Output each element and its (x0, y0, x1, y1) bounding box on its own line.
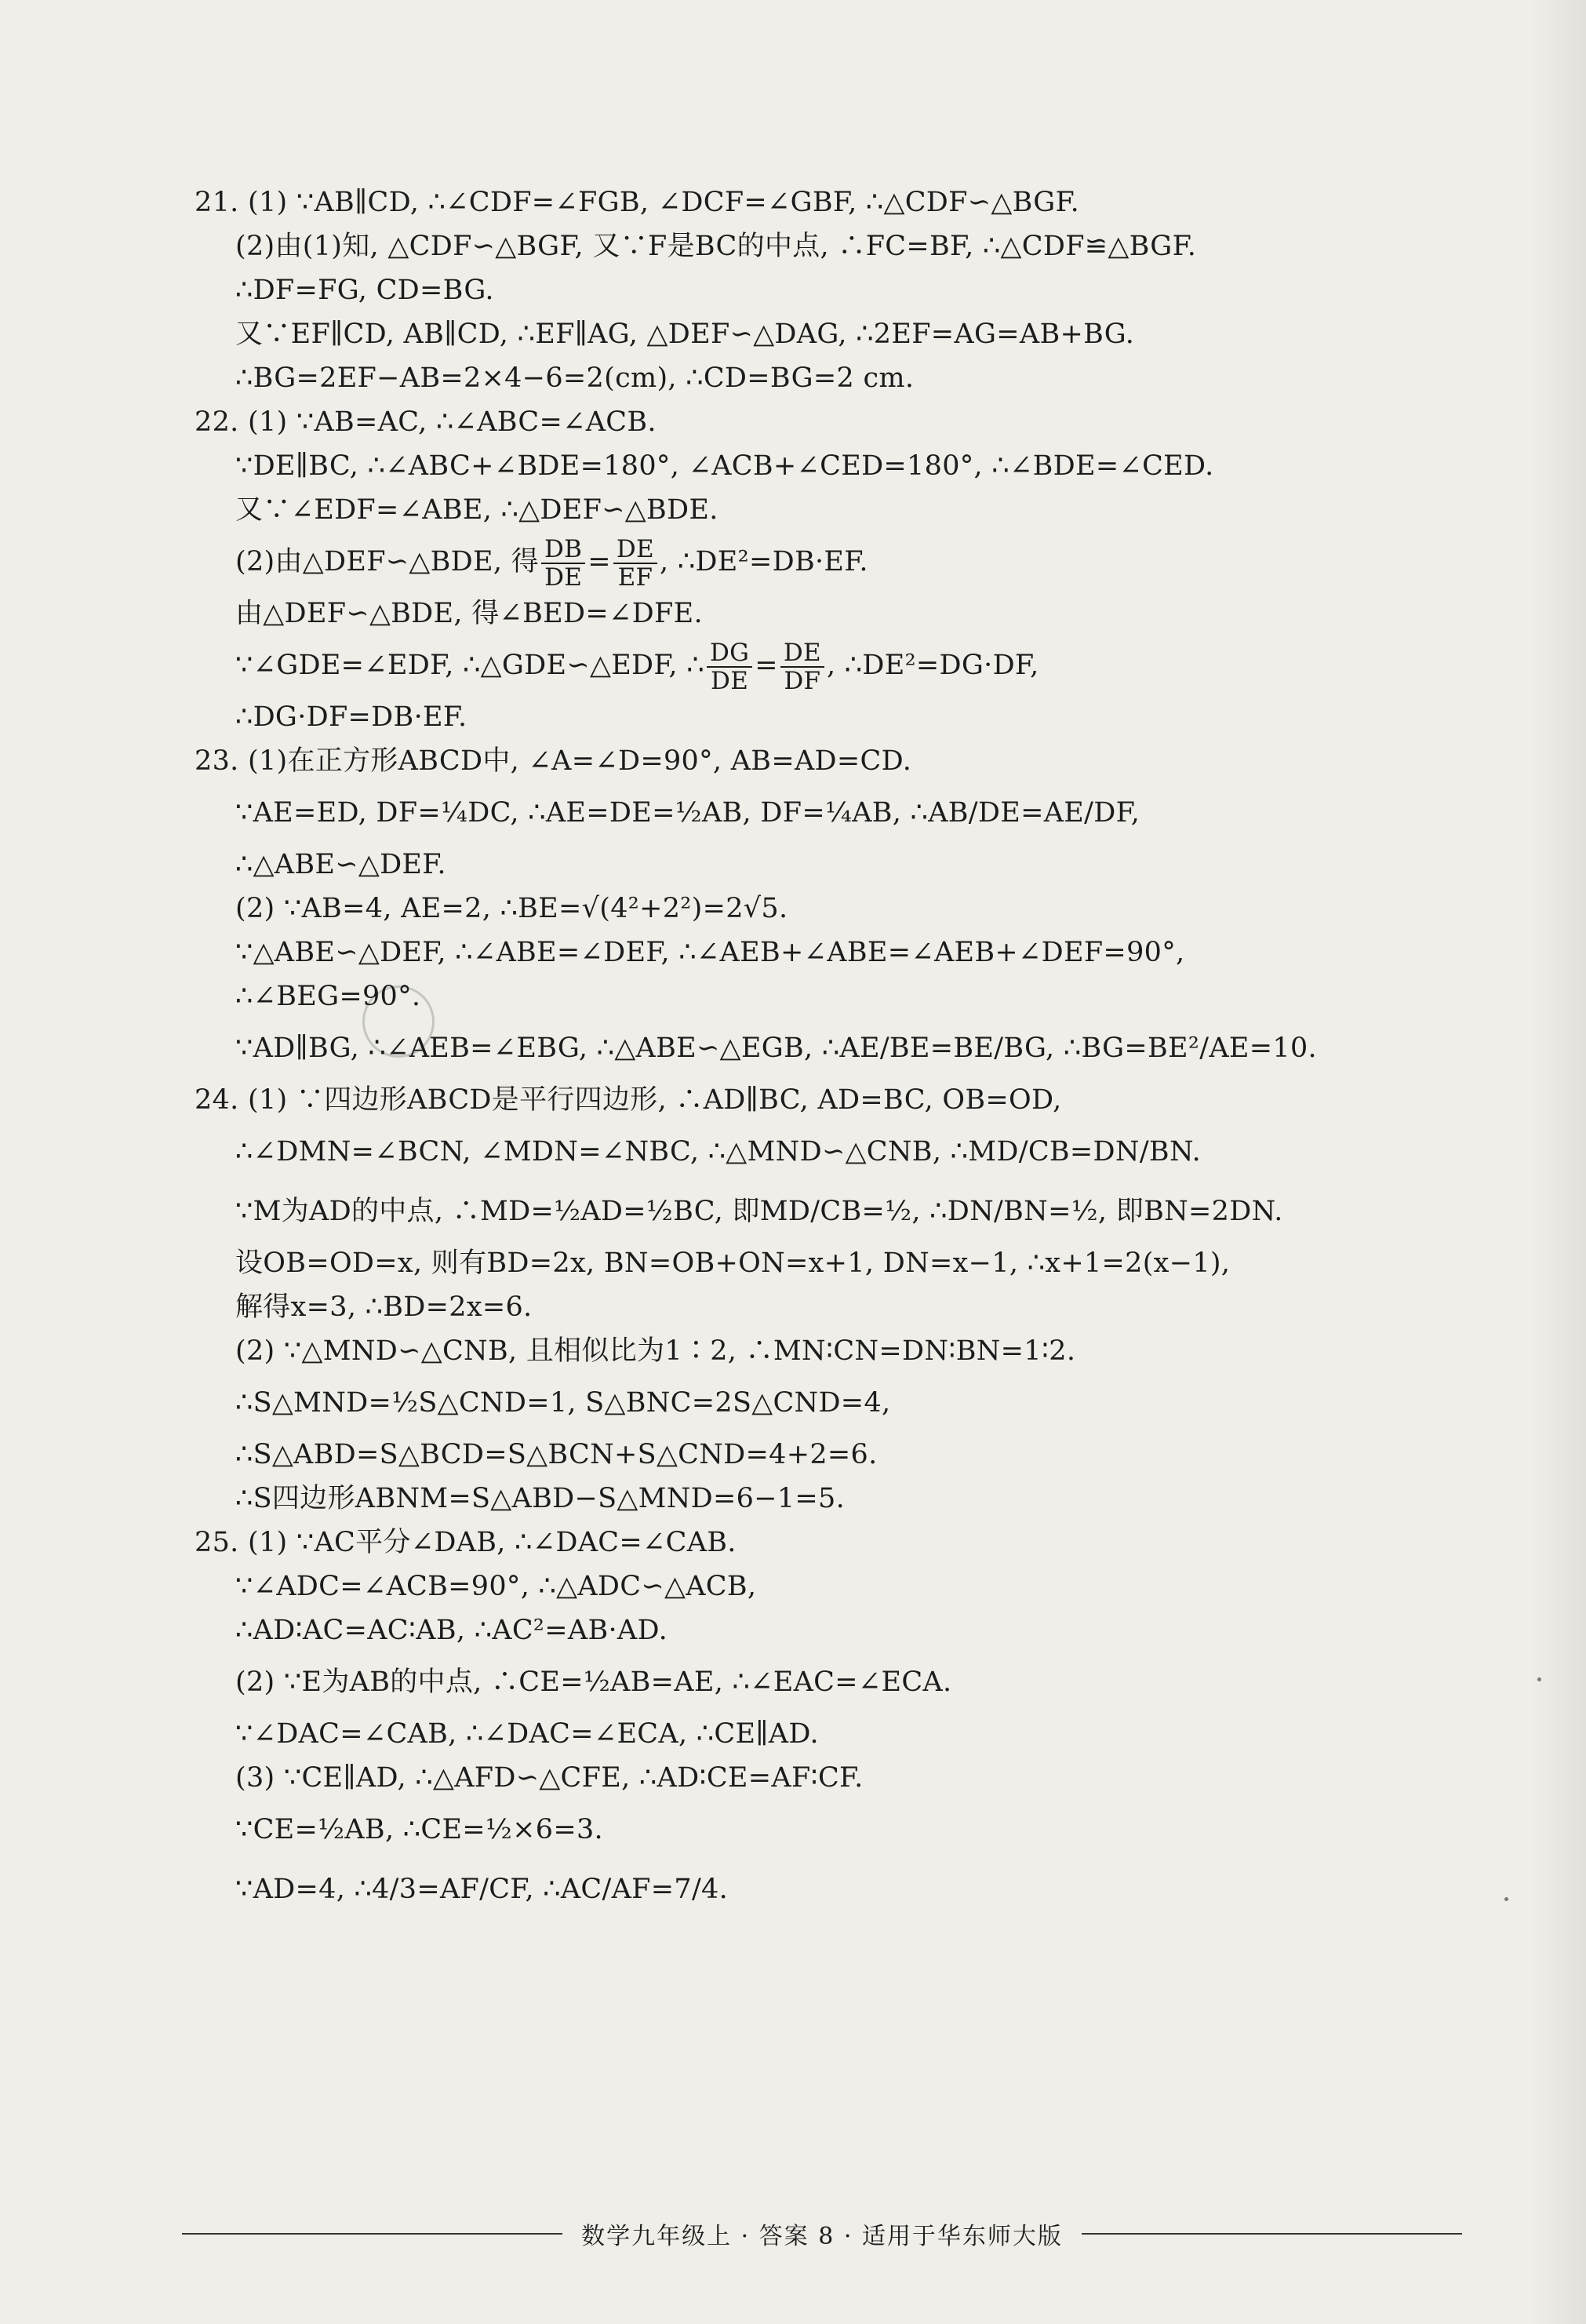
q25-line-7: ∵CE=½AB, ∴CE=½×6=3. (235, 1814, 603, 1845)
q23-line-5: ∵△ABE∽△DEF, ∴∠ABE=∠DEF, ∴∠AEB+∠ABE=∠AEB+∠DEF=90°, (235, 937, 1185, 968)
q23-line-1: 23. (1)在正方形ABCD中, ∠A=∠D=90°, AB=AD=CD. (195, 745, 912, 777)
q24-line-6: (2) ∵△MND∽△CNB, 且相似比为1∶2, ∴MN∶CN=DN∶BN=1∶2. (235, 1335, 1076, 1367)
fraction (613, 536, 657, 591)
q22-line-3: 又∵∠EDF=∠ABE, ∴△DEF∽△BDE. (235, 494, 718, 526)
numerator: DE (613, 536, 657, 564)
equals: = (755, 650, 778, 681)
q24-line-5: 解得x=3, ∴BD=2x=6. (235, 1291, 533, 1323)
q25-line-6: (3) ∵CE∥AD, ∴△AFD∽△CFE, ∴AD∶CE=AF∶CF. (235, 1762, 864, 1794)
q24-line-1: 24. (1) ∵四边形ABCD是平行四边形, ∴AD∥BC, AD=BC, OB=OD, (195, 1084, 1062, 1116)
speck (1537, 1677, 1541, 1681)
q22-line-2: ∵DE∥BC, ∴∠ABC+∠BDE=180°, ∠ACB+∠CED=180°, ∴∠BDE=∠CED. (235, 450, 1214, 482)
footer-rule-right (1082, 2233, 1462, 2235)
q25-line-5: ∵∠DAC=∠CAB, ∴∠DAC=∠ECA, ∴CE∥AD. (235, 1718, 819, 1750)
numerator: DE (780, 639, 824, 668)
q23-line-3: ∴△ABE∽△DEF. (235, 849, 446, 880)
q22-l4-post: , ∴DE²=DB·EF. (660, 546, 868, 577)
q23-line-4: (2) ∵AB=4, AE=2, ∴BE=√(4²+2²)=2√5. (235, 893, 788, 924)
q24-line-7: ∴S△MND=½S△CND=1, S△BNC=2S△CND=4, (235, 1387, 891, 1419)
speck (1504, 1897, 1508, 1901)
page-footer (182, 2214, 1462, 2253)
q25-line-8: ∵AD=4, ∴4/3=AF/CF, ∴AC/AF=7/4. (235, 1874, 729, 1905)
footer-text: 数学九年级上 · 答案 8 · 适用于华东师大版 (581, 2223, 1063, 2250)
q21-line-1: 21. (1) ∵AB∥CD, ∴∠CDF=∠FGB, ∠DCF=∠GBF, ∴△CDF∽△BGF. (195, 187, 1080, 218)
fraction (780, 639, 824, 694)
q25-line-2: ∵∠ADC=∠ACB=90°, ∴△ADC∽△ACB, (235, 1571, 757, 1602)
q25-line-4: (2) ∵E为AB的中点, ∴CE=½AB=AE, ∴∠EAC=∠ECA. (235, 1667, 952, 1698)
q21-line-2: (2)由(1)知, △CDF∽△BGF, 又∵F是BC的中点, ∴FC=BF, ∴△CDF≌△BGF. (235, 231, 1197, 262)
q24-line-3: ∵M为AD的中点, ∴MD=½AD=½BC, 即MD/CB=½, ∴DN/BN=½, 即BN=2DN. (235, 1196, 1283, 1227)
denominator: DE (544, 563, 583, 592)
fraction (707, 639, 752, 694)
q22-l6-post: , ∴DE²=DG·DF, (826, 650, 1039, 681)
q22-line-5: 由△DEF∽△BDE, 得∠BED=∠DFE. (235, 598, 703, 629)
numerator: DG (707, 639, 752, 668)
fraction (541, 536, 585, 591)
q22-line-4 (195, 532, 1418, 592)
q24-line-8: ∴S△ABD=S△BCD=S△BCN+S△CND=4+2=6. (235, 1439, 878, 1470)
q22-line-6 (195, 636, 1418, 695)
q22-l4-pre: (2)由△DEF∽△BDE, 得 (235, 546, 540, 577)
q21-line-5: ∴BG=2EF−AB=2×4−6=2(cm), ∴CD=BG=2 cm. (235, 362, 915, 394)
q24-line-4: 设OB=OD=x, 则有BD=2x, BN=OB+ON=x+1, DN=x−1, ∴x+1=2(x−1), (235, 1248, 1231, 1279)
q25-line-1: 25. (1) ∵AC平分∠DAB, ∴∠DAC=∠CAB. (195, 1527, 737, 1558)
denominator: EF (617, 563, 653, 592)
q22-line-1: 22. (1) ∵AB=AC, ∴∠ABC=∠ACB. (195, 406, 657, 438)
q22-l6-pre: ∵∠GDE=∠EDF, ∴△GDE∽△EDF, ∴ (235, 650, 704, 681)
q23-line-7: ∵AD∥BG, ∴∠AEB=∠EBG, ∴△ABE∽△EGB, ∴AE/BE=BE/BG, ∴BG=BE²/AE=10. (235, 1033, 1317, 1064)
solutions-block (195, 180, 1418, 1919)
q23-line-6: ∴∠BEG=90°. (235, 981, 421, 1012)
equals: = (587, 546, 611, 577)
q24-line-9: ∴S四边形ABNM=S△ABD−S△MND=6−1=5. (235, 1483, 846, 1514)
q22-line-7: ∴DG·DF=DB·EF. (235, 701, 467, 733)
denominator: DE (711, 666, 749, 695)
q21-line-3: ∴DF=FG, CD=BG. (235, 275, 494, 306)
footer-rule-left (182, 2233, 562, 2235)
q25-line-3: ∴AD∶AC=AC∶AB, ∴AC²=AB·AD. (235, 1615, 668, 1646)
page-edge-shadow (1530, 0, 1586, 2324)
q21-line-4: 又∵EF∥CD, AB∥CD, ∴EF∥AG, △DEF∽△DAG, ∴2EF=AG=AB+BG. (235, 319, 1135, 350)
q23-line-2: ∵AE=ED, DF=¼DC, ∴AE=DE=½AB, DF=¼AB, ∴AB/DE=AE/DF, (235, 797, 1140, 829)
numerator: DB (541, 536, 585, 564)
q24-line-2: ∴∠DMN=∠BCN, ∠MDN=∠NBC, ∴△MND∽△CNB, ∴MD/CB=DN/BN. (235, 1136, 1202, 1167)
denominator: DF (784, 666, 821, 695)
